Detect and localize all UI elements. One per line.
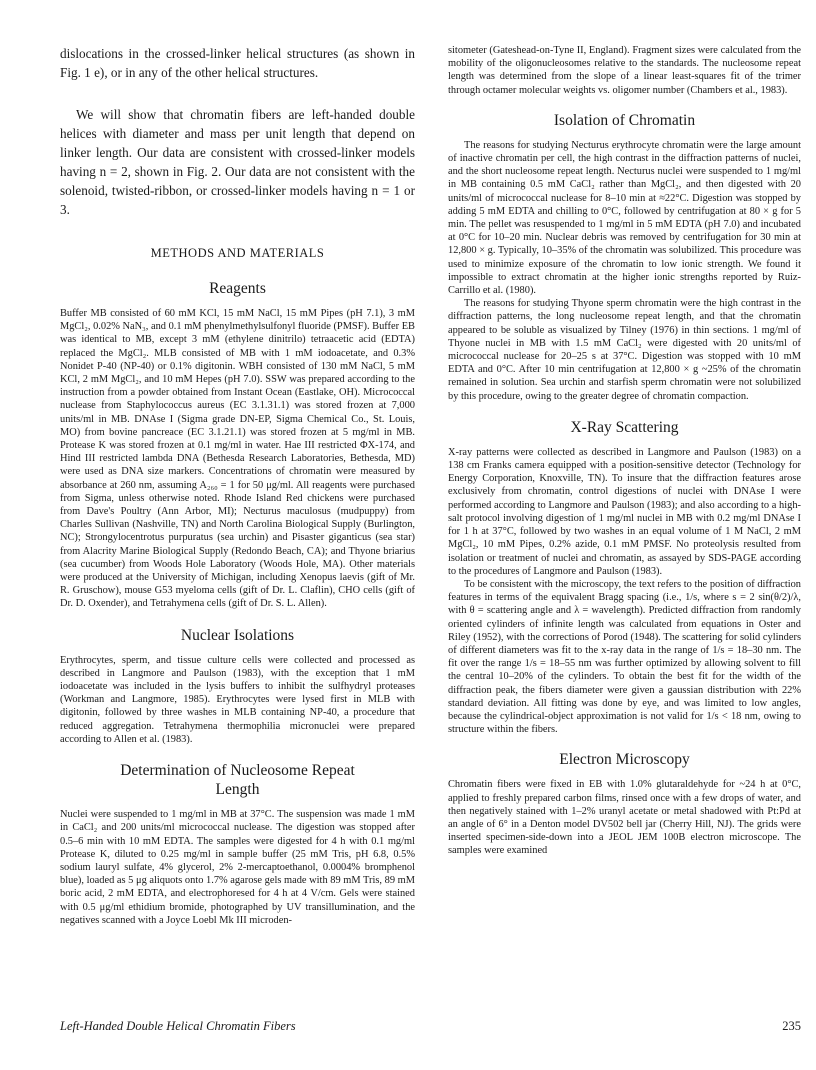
reagents-heading: Reagents [209, 280, 266, 297]
repeat-length-heading-line-2: Length [215, 781, 260, 799]
xray-paragraph-2: To be consistent with the microscopy, the text refers to the position of diffraction features in terms of the equivalent Bragg spacing (i.e., 1/s, where s = 2 sin(θ/2)/λ, with θ = scattering angle and λ = wavelength). Predicted diffraction from randomly oriented cylinders of infinite length was calculated from equations in Oster and Riley (1952), with the corrections of Porod (1948). The scattering for solid cylinders of different diameters was fit to the x-ray data in the range of 1/s = 18–30 nm. The fit over the range 1/s = 18–55 nm was further optimized by allowing solvent to fill the central 10–20% of the cylinders. To obtain the best fit for the width of the diffraction peak, the fibers diameter were given a gaussian distribution with 22% standard deviation. All fitting was done by eye, and was limited to low angles, because the cylindrical-object approximation is not valid for 1/s < 18 nm, owing to structure within the fibers. [448, 578, 801, 736]
isolation-heading: Isolation of Chromatin [553, 111, 696, 129]
methods-heading: METHODS AND MATERIALS [150, 246, 325, 260]
page-footer [60, 1019, 801, 1037]
intro-paragraph-2: We will show that chromatin fibers are left-handed double helices with diameter and mass per unit length that depend on linker length. Our data are consistent with crossed-linker models having n = 2, shown in Fig. 2. Our data are not consistent with the solenoid, twisted-ribbon, or crossed-linker models having n = 1 or 3. [60, 107, 415, 217]
repeat-length-paragraph: Nuclei were suspended to 1 mg/ml in MB at 37°C. The suspension was made 1 mM in CaCl₂ and 200 units/ml micrococcal nuclease. The digestion was stopped after 0.5–6 min with 10 mM EDTA. The samples were digested for 4 h with 0.1 mg/ml Protease K, diluted to 0.25 mg/ml in sample buffer (25 mM Tris, pH 6.8, 0.5% sodium lauryl sulfate, 4% glycerol, 2% 2-mercaptoethanol, 0.0004% bromphenol blue), loaded as 5 μg aliquots onto 1.7% agarose gels made with 89 mM Tris, 89 mM boric acid, 2 mM EDTA, and electrophoresed for 4 h at 4 V/cm. Gels were stained with 0.5 μg/ml ethidium bromide, photographed by UV transillumination, and the negatives scanned with a Joyce Loebl Mk III microden- [60, 809, 415, 926]
running-title: Left-Handed Double Helical Chromatin Fibers [60, 1019, 296, 1033]
isolation-paragraph-2: The reasons for studying Thyone sperm chromatin were the high contrast in the diffraction patterns, the long nucleosome repeat length, and that the chromatin appeared to be soluble as visualized by Tilney (1976) in thin sections. 1 mg/ml of Thyone nuclei in MB with 1.5 mM CaCl₂ were digested with 20 units/ml of micrococcal nuclease for 20–25 s at 37°C. Digestion was stopped with 10 mM EDTA and 0°C. After 10 min centrifugation at 12,800 × g ~25% of the chromatin remained in solution. Sea urchin and starfish sperm chromatin were not solubilized by this procedure, owing to the greater degree of chromatin compaction. [448, 298, 801, 402]
nuclear-isolations-heading: Nuclear Isolations [180, 626, 295, 644]
electron-microscopy-paragraph: Chromatin fibers were fixed in EB with 1.0% glutaraldehyde for ~24 h at 0°C, applied to freshly prepared carbon films, rinsed once with a few drops of water, and then negatively stained with 1–2% uranyl acetate or metal shadowed with Pt:Pd at an angle of 6° in a Denton model DV502 bell jar (Cherry Hill, NJ). The grids were inserted specimen-side-down into a JEOL JEM 100B electron microscope. The samples were examined [448, 779, 801, 857]
xray-paragraph-1: X-ray patterns were collected as described in Langmore and Paulson (1983) on a 138 cm Franks camera equipped with a position-sensitive detector (Technology for Energy Corporation, Knoxville, TN). To insure that the diffraction features arose exclusively from chromatin, control digestions of nuclei with DNAse I were performed according to Langmore and Paulson (1983); and also according to a high-salt protocol involving digestion of 1 mg/ml nuclei in MB with 0.2 mg/ml DNAse I for 1 h at 37°C, followed by two washes in an equal volume of 1 M NaCl, 2 mM MgCl₂, 10 mM Pipes, 0.2% azide, 0.1 mM PMSF. No proteolysis resulted from isolation or treatment of nuclei and chromatin, as assayed by SDS-PAGE according to the procedures of Langmore and Paulson (1983). [448, 446, 801, 577]
intro-paragraph-1: dislocations in the crossed-linker helical structures (as shown in Fig. 1 e), or in any of the other helical structures. [60, 46, 415, 80]
left-column [60, 44, 415, 927]
xray-heading: X-Ray Scattering [570, 418, 679, 436]
isolation-paragraph-1: The reasons for studying Necturus erythrocyte chromatin were the large amount of inactive chromatin per cell, the high contrast in the diffraction patterns of nuclei, and the short nucleosome repeat length. Necturus nuclei were suspended to 1 mg/ml in MB containing 0.5 mM CaCl₂ rather than MgCl₂, and then digested with 20 units/ml of micrococcal nuclease for 8–10 min at ≈22°C. Digestion was stopped by adding 5 mM EDTA and chilling to 0°C, followed by centrifugation at 80 × g for 5 min. The pellet was resuspended to 1 mg/ml in 5 mM EDTA (pH 7.0) and incubated at 0°C for 10–20 min. Nuclear debris was removed by centrifugation for 30 min at 12,800 × g. Typically, 10–35% of the chromatin was solubilized. This procedure was used to minimize exposure of the chromatin to low ionic strength. We found it impossible to extract chromatin at the higher ionic strengths reported by Ruiz-Carrillo et al. (1980). [448, 139, 801, 297]
continued-paragraph: sitometer (Gateshead-on-Tyne II, England). Fragment sizes were calculated from the mobility of the oligonucleosomes relative to the standards. The nucleosome repeat length was determined from the slope of a linear least-squares fit of the trimer through octamer molecular weights vs. oligomer number (Chambers et al., 1983). [448, 45, 801, 96]
page-number: 235 [782, 1019, 801, 1033]
right-column [448, 44, 801, 858]
repeat-length-heading-line-1: Determination of Nucleosome Repeat [120, 762, 355, 780]
reagents-paragraph: Buffer MB consisted of 60 mM KCl, 15 mM NaCl, 15 mM Pipes (pH 7.1), 3 mM MgCl₂, 0.02% NaN₃, and 0.1 mM phenylmethylsulfonyl fluoride (PMSF). Buffer EB was identical to MB, except 3 mM (ethylene dinitrilo) tetraacetic acid (EDTA) replaced the MgCl₂. MLB consisted of MB with 1 mM iodoacetate, and 0.3% Nonidet P-40 (NP-40) or 0.1% digitonin. WBH consisted of 130 mM NaCl, 5 mM KCl, 2 mM MgCl₂, and 10 mM Hepes (pH 7.0). SSW was prepared according to the instruction from a powder obtained from Instant Ocean (Eastlake, OH). Micrococcal nuclease from Staphylococcus aureus (EC 3.1.31.1) was stored frozen at 7,000 units/ml in MB. DNAse I (Sigma grade DN-EP, Sigma Chemical Co., St. Louis, MO) from bovine pancreace (EC 3.1.21.1) was stored frozen at 5 mg/ml in MB. Protease K was stored frozen at 0.1 mg/ml in water. Hae III restricted ΦX-174, and Hind III restricted lambda DNA (Bethesda Research Laboratories, Bethesda, MD) were used as DNA size markers. Concentrations of chromatin were measured by absorbance at 260 nm, assuming A₂₆₀ = 1 for 50 μg/ml. All reagents were purchased from Sigma, unless otherwise noted. Rhode Island Red chickens were purchased from Dave's Poultry (Ann Arbor, MI); Necturus maculosus (mudpuppy) from Charles Sullivan (Nashville, TN) and North Carolina Biological Supply (Burlington, NC); Strongylocentrotus purpuratus (sea urchin) and Pisaster giganticus (sea star) from Alacrity Marine Biological Supply (Redondo Beach, CA); and Thyone briarius (sea cucumber) from Woods Hole Laboratory (Woods Hole, MA). Other materials were produced at the University of Michigan, including Xenopus laevis (gift of Mr. R. Gruschow), mouse G53 myeloma cells (gift of Dr. L. Claflin), CHO cells (gift of Dr. D. Oxender), and Tetrahymena cells (gift of Dr. S. L. Allen). [60, 308, 415, 610]
nuclear-isolations-paragraph: Erythrocytes, sperm, and tissue culture cells were collected and processed as described in Langmore and Paulson (1983), with the exception that 1 mM iodoacetate was included in the lysis buffers to inhibit the sulfhydryl proteases (Workman and Langmore, 1985). Erythrocytes were lysed first in MLB with digitonin, followed by three washes in MLB containing NP-40, a procedure that reduced aggregation. Tetrahymena thermophilia micronuclei were prepared according to Allen et al. (1983). [60, 654, 415, 745]
electron-microscopy-heading: Electron Microscopy [559, 751, 690, 769]
